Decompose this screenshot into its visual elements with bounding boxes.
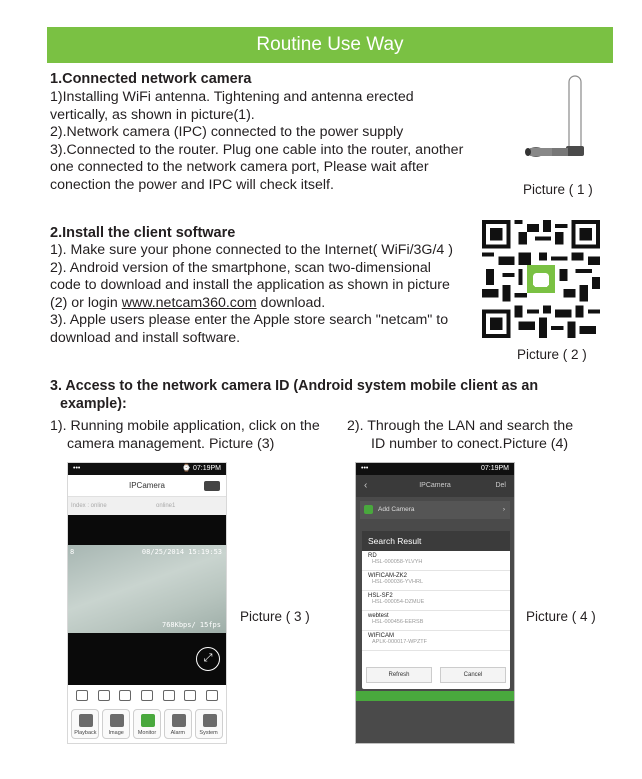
status-bar [68,463,226,475]
add-camera-row[interactable] [360,501,510,519]
camera-name: RD [368,553,377,559]
gear-icon [203,714,217,727]
tab-monitor[interactable] [133,709,161,739]
section2-line-post: download. [256,294,326,311]
tab-system[interactable] [195,709,223,739]
section2-line-pre: (2) or login [50,294,122,311]
camera-id: HSL-000456-EERSB [372,619,424,625]
osd-channel: 8 [70,548,75,556]
list-item[interactable] [362,631,510,651]
step1-line: camera management. Picture (3) [67,435,275,452]
settings-icon[interactable] [206,690,218,701]
status-right: 07:19PM [480,465,509,472]
tab-playback[interactable] [71,709,99,739]
status-left: ••• [361,465,369,472]
chevron-right-icon: › [502,506,505,513]
osd-timestamp: 08/25/2014 15:19:53 [141,548,222,556]
section2-line: download and install software. [50,329,241,346]
camera-id: HSL-000058-YLVYH [372,559,423,565]
camera-index: Index : online [71,503,107,509]
video-letterbox-bottom [68,633,226,685]
image-icon [110,714,124,727]
alarm-bell-icon [172,714,186,727]
section1-line: vertically, as shown in picture(1). [50,106,255,123]
camera-name: webtest [368,613,389,619]
video-letterbox-top [68,515,226,545]
mirror-icon[interactable] [163,690,175,701]
page-banner [47,27,613,63]
camera-id: HSL-000036-YVHRL [372,579,424,585]
section2-title: 2.Install the client software [50,225,236,241]
picture3-caption: Picture ( 3 ) [240,609,310,624]
banner-title: Routine Use Way [256,34,404,55]
control-toolbar [68,685,226,705]
camera-id: HSL-000054-DZMUE [372,599,425,605]
dialog-buttons [366,667,506,683]
section2-line: 3). Apple users please enter the Apple store search "netcam" to [50,312,449,329]
qr-code-image [482,220,600,338]
section3-title-line: 3. Access to the network camera ID (Android system mobile client as an [50,378,539,394]
camera-id: APLK-000017-WPZTF [372,639,428,645]
talk-icon[interactable] [141,690,153,701]
status-right: ⌚ 07:19PM [182,465,221,472]
step2-line: 2). Through the LAN and search the [347,418,574,434]
app-title: IPCamera [68,475,226,497]
picture4-caption: Picture ( 4 ) [526,609,596,624]
camera-name: WIFICAM-ZK2 [368,573,407,579]
tab-image[interactable] [102,709,130,739]
section1-line: 3).Connected to the router. Plug one cable into the router, another [50,141,464,158]
refresh-button[interactable]: Refresh [366,667,432,683]
app-title-bar [356,475,514,497]
section3-title [50,378,538,413]
list-item[interactable] [362,591,510,611]
status-bar [356,463,514,475]
ptz-icon[interactable] [184,690,196,701]
wifi-antenna-image [522,72,592,172]
camera-management-icon[interactable] [204,481,220,491]
list-item[interactable] [362,571,510,591]
camera-name: HSL-SF2 [368,593,393,599]
search-result-dialog [362,531,510,689]
section1-title: 1.Connected network camera [50,71,252,87]
camera-name: WIFICAM [368,633,394,639]
bottom-accent-bar [356,691,514,701]
section1-body [50,89,463,195]
bottom-tab-bar [68,709,226,743]
tab-alarm[interactable] [164,709,192,739]
audio-icon[interactable] [119,690,131,701]
snapshot-icon[interactable] [76,690,88,701]
phone-screenshot-search [355,462,515,744]
step2-text [347,418,573,453]
step1-text [50,418,320,453]
tab-label: Monitor [137,730,157,736]
step1-line: 1). Running mobile application, click on the [50,418,320,434]
tab-label: Image [108,730,124,736]
add-camera-label: Add Camera [378,506,415,513]
cancel-button[interactable]: Cancel [440,667,506,683]
section2-line: 1). Make sure your phone connected to the Internet( WiFi/3G/4 ) [50,242,453,258]
picture1-caption: Picture ( 1 ) [523,182,593,197]
list-item[interactable] [362,551,510,571]
back-icon[interactable]: ‹ [364,480,368,491]
section3-title-line: example): [60,396,127,412]
app-title: IPCamera [419,482,451,489]
camera-status: online1 [156,503,176,509]
camera-video-feed[interactable] [68,545,226,633]
add-camera-icon [364,505,373,514]
section2-line [50,295,453,313]
record-icon[interactable] [98,690,110,701]
step2-line: ID number to conect.Picture (4) [371,435,569,452]
dialog-title: Search Result [362,531,510,551]
camera-info-bar [68,497,226,515]
playback-icon [79,714,93,727]
tab-label: Alarm [170,730,185,736]
tab-label: System [199,730,218,736]
section1-line: 1)Installing WiFi antenna. Tightening and antenna erected [50,89,414,105]
fullscreen-icon[interactable]: ⤢ [196,647,220,671]
status-left: ••• [73,465,81,472]
osd-bitrate: 768Kbps/ 15fps [161,621,221,629]
phone-screenshot-monitor [67,462,227,744]
section1-line: one connected to the network camera port, Please wait after [50,159,429,176]
delete-button[interactable]: Del [495,482,506,489]
section1-line: conection the power and IPC will check itself. [50,176,334,193]
list-item[interactable] [362,611,510,631]
netcam360-link[interactable]: www.netcam360.com [121,294,257,311]
picture2-caption: Picture ( 2 ) [517,347,587,362]
tab-label: Playback [74,730,97,736]
section2-line: 2). Android version of the smartphone, scan two-dimensional [50,259,431,276]
section2-line: code to download and install the application as shown in picture [50,277,450,294]
section2-body [50,242,453,348]
section1-line: 2).Network camera (IPC) connected to the power supply [50,124,404,141]
monitor-icon [141,714,155,727]
